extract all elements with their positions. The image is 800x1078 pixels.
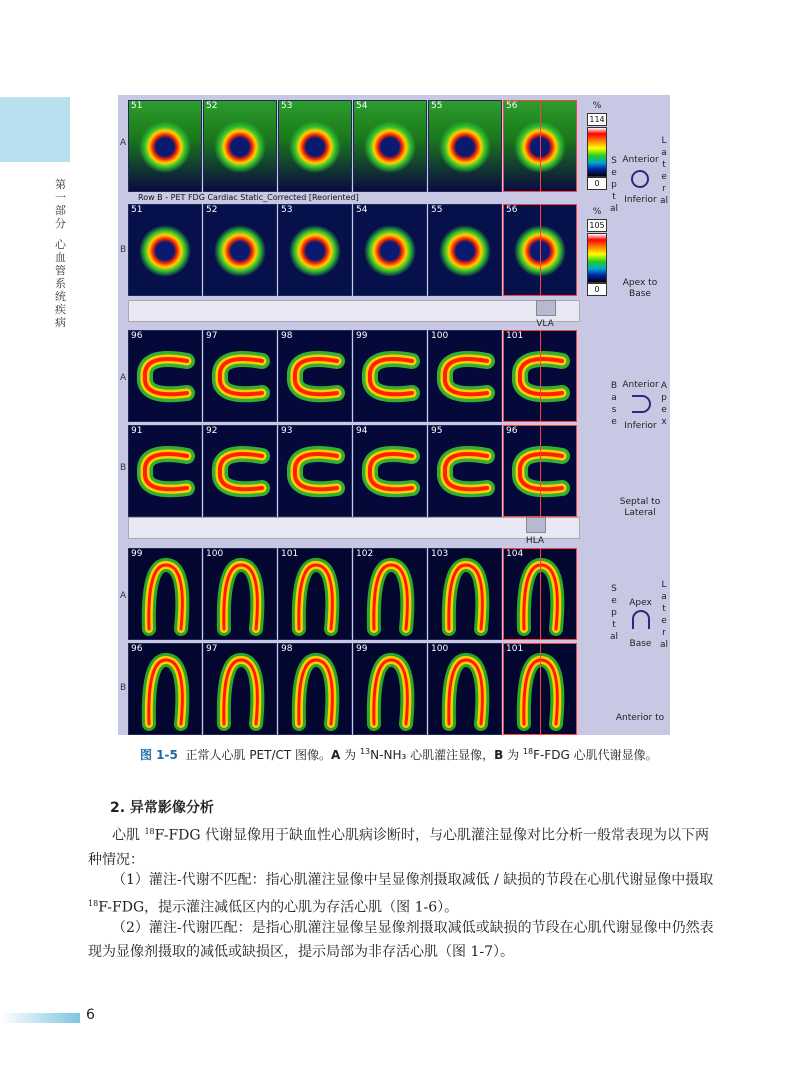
- scale-a-max: 114: [587, 113, 607, 126]
- pet-slice-tile: [503, 330, 577, 422]
- row-b-header: Row B - PET FDG Cardiac Static_Corrected [Reoriented]: [138, 193, 359, 202]
- pet-slice-tile: [428, 100, 502, 192]
- row-letter-b: B: [120, 245, 127, 255]
- orient-lateral-hla: Lateral: [660, 580, 669, 650]
- slice-number: 96: [131, 331, 143, 341]
- pet-slice-tile: [428, 643, 502, 735]
- pet-slice-tile: [503, 425, 577, 517]
- pet-slice-tile: [128, 330, 202, 422]
- slice-number: 103: [431, 549, 449, 559]
- slice-number: 92: [206, 426, 218, 436]
- pet-slice-tile: [353, 548, 427, 640]
- orient-septal-hla: Septal: [610, 584, 619, 642]
- percent-label-a: %: [592, 101, 602, 111]
- pet-slice-tile: [503, 100, 577, 192]
- pet-slice-tile: [428, 548, 502, 640]
- pet-slice-tile: [203, 643, 277, 735]
- slice-number: 96: [506, 426, 518, 436]
- color-scale-a: [587, 127, 607, 177]
- slice-number: 98: [281, 644, 293, 654]
- slice-number: 56: [506, 205, 518, 215]
- color-scale-b: [587, 233, 607, 283]
- slice-number: 56: [506, 101, 518, 111]
- pet-slice-tile: [128, 643, 202, 735]
- scale-b-max: 105: [587, 219, 607, 232]
- crosshair-line: [540, 331, 541, 421]
- crosshair-line: [540, 101, 541, 191]
- p1-pre: 心肌: [112, 827, 145, 844]
- pet-slice-tile: [278, 330, 352, 422]
- slice-number: 94: [356, 426, 368, 436]
- paragraph-3: （2）灌注-代谢匹配：是指心肌灌注显像呈显像剂摄取减低或缺损的节段在心肌代谢显像中仍然表现为显像剂摄取的减低或缺损区，提示局部为非存活心肌（图 1-7）。: [88, 920, 714, 960]
- crosshair-line: [540, 644, 541, 734]
- slice-number: 97: [206, 331, 218, 341]
- orient-septal: Septal: [610, 156, 619, 214]
- short-axis-panel: [128, 100, 578, 300]
- short-axis-ring-icon: [630, 169, 650, 189]
- caption-b-text1: 为: [503, 748, 523, 762]
- horizontal-long-axis-panel: [128, 548, 578, 735]
- pet-slice-tile: [503, 204, 577, 296]
- caption-label: 图 1-5: [140, 748, 178, 762]
- footer-bar: [0, 1013, 80, 1023]
- pet-slice-tile: [203, 204, 277, 296]
- pet-slice-tile: [428, 204, 502, 296]
- pet-slice-tile: [128, 548, 202, 640]
- slice-number: 52: [206, 205, 218, 215]
- p2-sup: 18: [88, 899, 99, 908]
- pet-slice-tile: [278, 548, 352, 640]
- pet-slice-tile: [353, 425, 427, 517]
- slice-number: 52: [206, 101, 218, 111]
- pet-slice-tile: [203, 100, 277, 192]
- vla-cup-icon: [628, 392, 652, 416]
- caption-b-text2: F-FDG 心肌代谢显像。: [533, 748, 658, 762]
- row-letter-a-vla: A: [120, 373, 127, 383]
- pet-slice-tile: [128, 100, 202, 192]
- slice-number: 98: [281, 331, 293, 341]
- figure-caption: [140, 746, 658, 763]
- pet-slice-tile: [353, 643, 427, 735]
- crosshair-line: [540, 426, 541, 516]
- pet-slice-tile: [203, 548, 277, 640]
- side-chapter-label: [55, 178, 71, 329]
- pet-slice-tile: [428, 425, 502, 517]
- vla-slider[interactable]: [536, 300, 556, 316]
- pet-slice-tile: [353, 204, 427, 296]
- pet-slice-tile: [278, 100, 352, 192]
- pet-slice-tile: [278, 643, 352, 735]
- caption-b-sup: 18: [522, 747, 534, 756]
- orient-anterior: Anterior: [622, 155, 659, 165]
- orient-inferior-vla: Inferior: [624, 421, 657, 431]
- slice-number: 97: [206, 644, 218, 654]
- pet-slice-tile: [428, 330, 502, 422]
- slice-number: 96: [131, 644, 143, 654]
- pet-slice-tile: [353, 100, 427, 192]
- paragraph-1: [88, 820, 718, 872]
- p1-sup: 18: [144, 827, 155, 836]
- slice-number: 100: [431, 331, 449, 341]
- slice-number: 54: [356, 205, 368, 215]
- slice-number: 51: [131, 101, 143, 111]
- slice-number: 104: [506, 549, 524, 559]
- slice-number: 95: [431, 426, 443, 436]
- slice-number: 51: [131, 205, 143, 215]
- pet-slice-tile: [503, 548, 577, 640]
- hla-slider[interactable]: [526, 517, 546, 533]
- direction-anterior: Anterior to: [615, 713, 665, 723]
- pet-slice-tile: [203, 425, 277, 517]
- slice-number: 91: [131, 426, 143, 436]
- orient-lateral: Lateral: [660, 136, 669, 206]
- section-heading: 2. 异常影像分析: [110, 800, 214, 816]
- side-part: 第一部分: [55, 178, 66, 230]
- row-letter-a: A: [120, 138, 127, 148]
- slice-number: 53: [281, 101, 293, 111]
- scale-a-min: 0: [587, 177, 607, 190]
- pet-slice-tile: [128, 204, 202, 296]
- scale-b-min: 0: [587, 283, 607, 296]
- orient-apex: Apex: [660, 381, 668, 427]
- slice-number: 99: [356, 331, 368, 341]
- slice-number: 55: [431, 101, 443, 111]
- slice-number: 93: [281, 426, 293, 436]
- slice-number: 102: [356, 549, 374, 559]
- slice-number: 99: [356, 644, 368, 654]
- paragraph-2: [88, 868, 718, 920]
- side-tab: [0, 97, 70, 162]
- pet-slice-tile: [278, 425, 352, 517]
- slice-number: 55: [431, 205, 443, 215]
- caption-a-text1: 为: [340, 748, 360, 762]
- caption-a: A: [331, 748, 341, 762]
- vertical-long-axis-panel: [128, 330, 578, 518]
- caption-text: 正常人心肌 PET/CT 图像。: [185, 748, 332, 762]
- slice-number: 100: [431, 644, 449, 654]
- p1-post: F-FDG 代谢显像用于缺血性心肌病诊断时，与心肌灌注显像对比分析一般常表现为以下两种情况：: [88, 827, 710, 868]
- slice-number: 101: [506, 644, 524, 654]
- pet-slice-tile: [128, 425, 202, 517]
- orient-base-hla: Base: [629, 639, 652, 649]
- hla-strip: [128, 517, 580, 539]
- vla-label: VLA: [536, 319, 554, 329]
- page-number: 6: [86, 1007, 95, 1023]
- percent-label-b: %: [592, 207, 602, 217]
- side-chapter: 心血管系统疾病: [55, 238, 66, 329]
- slice-number: 101: [281, 549, 299, 559]
- pet-slice-tile: [503, 643, 577, 735]
- caption-a-text2: N-NH₃ 心肌灌注显像，: [370, 748, 495, 762]
- hla-arch-icon: [630, 609, 652, 631]
- crosshair-line: [540, 205, 541, 295]
- p2-text: （1）灌注-代谢不匹配：指心肌灌注显像中呈显像剂摄取减低 / 缺损的节段在心肌代谢显像中摄取: [112, 872, 714, 888]
- pet-slice-tile: [353, 330, 427, 422]
- slice-number: 54: [356, 101, 368, 111]
- orient-base: Base: [610, 381, 618, 427]
- orient-anterior-vla: Anterior: [622, 380, 659, 390]
- p2b-text: F-FDG，提示灌注减低区内的心肌为存活心肌（图 1-6）。: [98, 899, 459, 916]
- hla-label: HLA: [525, 536, 545, 546]
- orient-apex-hla: Apex: [629, 598, 652, 608]
- pet-slice-tile: [203, 330, 277, 422]
- caption-a-sup: 13: [359, 747, 371, 756]
- slice-number: 101: [506, 331, 524, 341]
- slice-number: 99: [131, 549, 143, 559]
- crosshair-line: [540, 549, 541, 639]
- direction-septal-lateral: Septal to Lateral: [619, 497, 661, 518]
- slice-number: 100: [206, 549, 224, 559]
- row-letter-b-vla: B: [120, 463, 127, 473]
- direction-apex-base: Apex to Base: [622, 278, 658, 299]
- pet-slice-tile: [278, 204, 352, 296]
- vla-strip: [128, 300, 580, 322]
- row-letter-a-hla: A: [120, 591, 127, 601]
- slice-number: 53: [281, 205, 293, 215]
- caption-b: B: [494, 748, 504, 762]
- orient-inferior: Inferior: [624, 195, 657, 205]
- row-letter-b-hla: B: [120, 683, 127, 693]
- pet-ct-figure: [118, 95, 670, 735]
